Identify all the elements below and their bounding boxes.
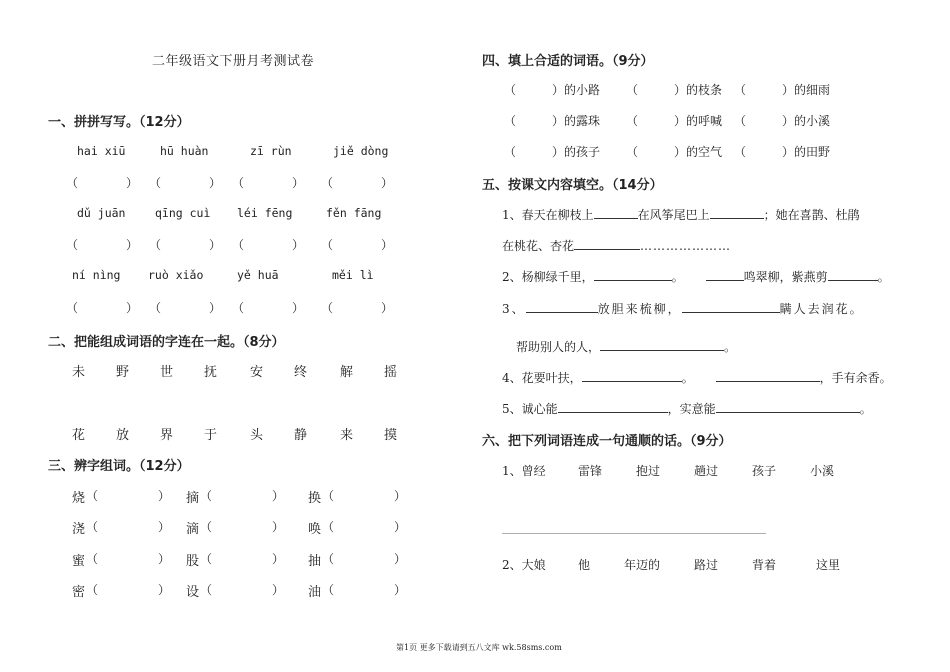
char-label: 股 bbox=[186, 554, 200, 569]
pinyin-item: dǔ juān bbox=[77, 206, 126, 220]
fill-phrase[interactable]: （ ）的空气 bbox=[626, 145, 723, 159]
match-char[interactable]: 未 bbox=[72, 365, 86, 380]
section-6-heading: 六、把下列词语连成一句通顺的话。（9分） bbox=[482, 434, 732, 449]
page-title: 二年级语文下册月考测试卷 bbox=[152, 54, 315, 69]
answer-paren[interactable]: （ ） bbox=[321, 301, 394, 315]
pinyin-item: yě huā bbox=[237, 268, 279, 282]
answer-paren[interactable]: （ ） bbox=[86, 489, 171, 503]
fill-line bbox=[502, 206, 860, 223]
text: ；她在喜鹊、杜鹃 bbox=[763, 208, 860, 222]
match-char[interactable]: 世 bbox=[160, 365, 174, 380]
text: 帮助别人的人， bbox=[516, 340, 601, 354]
blank[interactable] bbox=[574, 237, 640, 250]
match-char[interactable]: 花 bbox=[72, 428, 86, 443]
char-label: 浇 bbox=[72, 522, 86, 537]
pinyin-item: ní nìng bbox=[72, 268, 121, 282]
text: 鸣翠柳，紫燕剪 bbox=[743, 270, 828, 284]
char-label: 滴 bbox=[186, 522, 200, 537]
ellipsis: ………………… bbox=[640, 239, 732, 253]
blank[interactable] bbox=[710, 206, 764, 219]
text: 。 bbox=[859, 402, 872, 416]
text: ，实意能 bbox=[667, 402, 716, 416]
answer-paren[interactable]: （ ） bbox=[200, 489, 285, 503]
section-3-heading: 三、辨字组词。（12分） bbox=[48, 459, 190, 474]
word-chip: 抱过 bbox=[636, 464, 661, 478]
text: ，手有余香。 bbox=[819, 371, 892, 385]
char-label: 抽 bbox=[308, 554, 322, 569]
blank[interactable] bbox=[682, 300, 780, 313]
text: 。 bbox=[671, 270, 684, 284]
answer-paren[interactable]: （ ） bbox=[86, 520, 171, 534]
answer-paren[interactable]: （ ） bbox=[322, 489, 407, 503]
char-label: 密 bbox=[72, 585, 86, 600]
blank[interactable] bbox=[600, 338, 724, 351]
fill-phrase[interactable]: （ ）的枝条 bbox=[626, 83, 723, 97]
answer-paren[interactable]: （ ） bbox=[86, 552, 171, 566]
blank[interactable] bbox=[828, 268, 878, 281]
pinyin-item: qīng cuì bbox=[155, 206, 211, 220]
fill-line bbox=[516, 338, 736, 355]
pinyin-item: léi fēng bbox=[237, 206, 293, 220]
match-char[interactable]: 界 bbox=[160, 428, 174, 443]
word-chip: 年迈的 bbox=[624, 558, 661, 572]
char-label: 烧 bbox=[72, 491, 86, 506]
char-label: 蜜 bbox=[72, 554, 86, 569]
match-char[interactable]: 于 bbox=[204, 428, 218, 443]
match-char[interactable]: 摇 bbox=[384, 365, 398, 380]
blank[interactable] bbox=[594, 206, 638, 219]
char-label: 设 bbox=[186, 585, 200, 600]
fill-phrase[interactable]: （ ）的田野 bbox=[734, 145, 831, 159]
text: 。 bbox=[724, 340, 737, 354]
char-label: 唤 bbox=[308, 522, 322, 537]
fill-phrase[interactable]: （ ）的小路 bbox=[504, 83, 601, 97]
match-char[interactable]: 抚 bbox=[204, 365, 218, 380]
answer-paren[interactable]: （ ） bbox=[200, 520, 285, 534]
char-label: 油 bbox=[308, 585, 322, 600]
pinyin-item: ruò xiǎo bbox=[148, 268, 204, 282]
match-char[interactable]: 静 bbox=[294, 428, 308, 443]
fill-phrase[interactable]: （ ）的呼喊 bbox=[626, 114, 723, 128]
fill-line bbox=[502, 369, 892, 386]
text: 5、诚心能 bbox=[502, 402, 558, 416]
answer-paren[interactable]: （ ） bbox=[232, 301, 305, 315]
word-chip: 2、大娘 bbox=[502, 558, 546, 572]
section-4-heading: 四、填上合适的词语。（9分） bbox=[482, 54, 654, 69]
word-chip: 这里 bbox=[816, 558, 841, 572]
answer-paren[interactable]: （ ） bbox=[66, 238, 139, 252]
answer-line[interactable]: ____________________________________________ bbox=[502, 520, 766, 534]
pinyin-item: fěn fāng bbox=[326, 206, 382, 220]
match-char[interactable]: 安 bbox=[250, 365, 264, 380]
word-chip: 小溪 bbox=[810, 464, 835, 478]
match-char[interactable]: 解 bbox=[340, 365, 354, 380]
word-chip: 孩子 bbox=[752, 464, 777, 478]
answer-paren[interactable]: （ ） bbox=[321, 176, 394, 190]
answer-paren[interactable]: （ ） bbox=[149, 301, 222, 315]
text: 4、花要叶扶， bbox=[502, 371, 582, 385]
fill-line bbox=[502, 400, 872, 417]
pinyin-item: měi lì bbox=[332, 268, 374, 282]
answer-paren[interactable]: （ ） bbox=[322, 583, 407, 597]
char-label: 摘 bbox=[186, 491, 200, 506]
blank[interactable] bbox=[716, 369, 820, 382]
answer-paren[interactable]: （ ） bbox=[232, 238, 305, 252]
fill-line bbox=[502, 300, 864, 317]
blank[interactable] bbox=[582, 369, 682, 382]
char-label: 换 bbox=[308, 491, 322, 506]
pinyin-item: jiě dòng bbox=[333, 144, 389, 158]
pinyin-item: hai xiū bbox=[77, 144, 126, 158]
match-char[interactable]: 头 bbox=[250, 428, 264, 443]
blank[interactable] bbox=[526, 300, 598, 313]
word-chip: 1、曾经 bbox=[502, 464, 546, 478]
fill-line bbox=[502, 237, 731, 254]
pinyin-item: zī rùn bbox=[250, 144, 292, 158]
fill-phrase[interactable]: （ ）的露珠 bbox=[504, 114, 601, 128]
match-char[interactable]: 野 bbox=[116, 365, 130, 380]
text: 在风筝尾巴上 bbox=[637, 208, 710, 222]
text: 。 bbox=[681, 371, 694, 385]
word-chip: 路过 bbox=[694, 558, 719, 572]
word-chip: 趟过 bbox=[694, 464, 719, 478]
section-2-heading: 二、把能组成词语的字连在一起。（8分） bbox=[48, 335, 285, 350]
match-char[interactable]: 来 bbox=[340, 428, 354, 443]
fill-phrase[interactable]: （ ）的孩子 bbox=[504, 145, 601, 159]
answer-paren[interactable]: （ ） bbox=[149, 176, 222, 190]
text: 。 bbox=[877, 270, 890, 284]
word-chip: 背着 bbox=[752, 558, 777, 572]
match-char[interactable]: 终 bbox=[294, 365, 308, 380]
fill-phrase[interactable]: （ ）的小溪 bbox=[734, 114, 831, 128]
answer-paren[interactable]: （ ） bbox=[200, 552, 285, 566]
blank[interactable] bbox=[716, 400, 860, 413]
text: 3、 bbox=[502, 302, 526, 316]
match-char[interactable]: 摸 bbox=[384, 428, 398, 443]
answer-paren[interactable]: （ ） bbox=[321, 238, 394, 252]
answer-paren[interactable]: （ ） bbox=[200, 583, 285, 597]
text: 瞒人去润花。 bbox=[779, 302, 864, 316]
section-1-heading: 一、拼拼写写。（12分） bbox=[48, 115, 190, 130]
answer-paren[interactable]: （ ） bbox=[66, 301, 139, 315]
match-char[interactable]: 放 bbox=[116, 428, 130, 443]
blank[interactable] bbox=[558, 400, 668, 413]
answer-paren[interactable]: （ ） bbox=[232, 176, 305, 190]
text: 1、春天在柳枝上 bbox=[502, 208, 594, 222]
answer-paren[interactable]: （ ） bbox=[322, 520, 407, 534]
answer-paren[interactable]: （ ） bbox=[149, 238, 222, 252]
answer-paren[interactable]: （ ） bbox=[86, 583, 171, 597]
answer-paren[interactable]: （ ） bbox=[66, 176, 139, 190]
word-chip: 他 bbox=[578, 558, 591, 572]
answer-paren[interactable]: （ ） bbox=[322, 552, 407, 566]
text: 2、杨柳绿千里， bbox=[502, 270, 594, 284]
blank[interactable] bbox=[594, 268, 672, 281]
fill-phrase[interactable]: （ ）的细雨 bbox=[734, 83, 831, 97]
fill-line bbox=[502, 268, 890, 285]
section-5-heading: 五、按课文内容填空。（14分） bbox=[482, 178, 663, 193]
pinyin-item: hū huàn bbox=[160, 144, 209, 158]
word-chip: 雷锋 bbox=[578, 464, 603, 478]
page-footer: 第1页 更多下载请到五八文库 wk.58sms.com bbox=[396, 643, 562, 652]
text: 在桃花、杏花 bbox=[502, 239, 575, 253]
blank[interactable] bbox=[706, 268, 744, 281]
text: 放胆来梳柳， bbox=[597, 302, 682, 316]
